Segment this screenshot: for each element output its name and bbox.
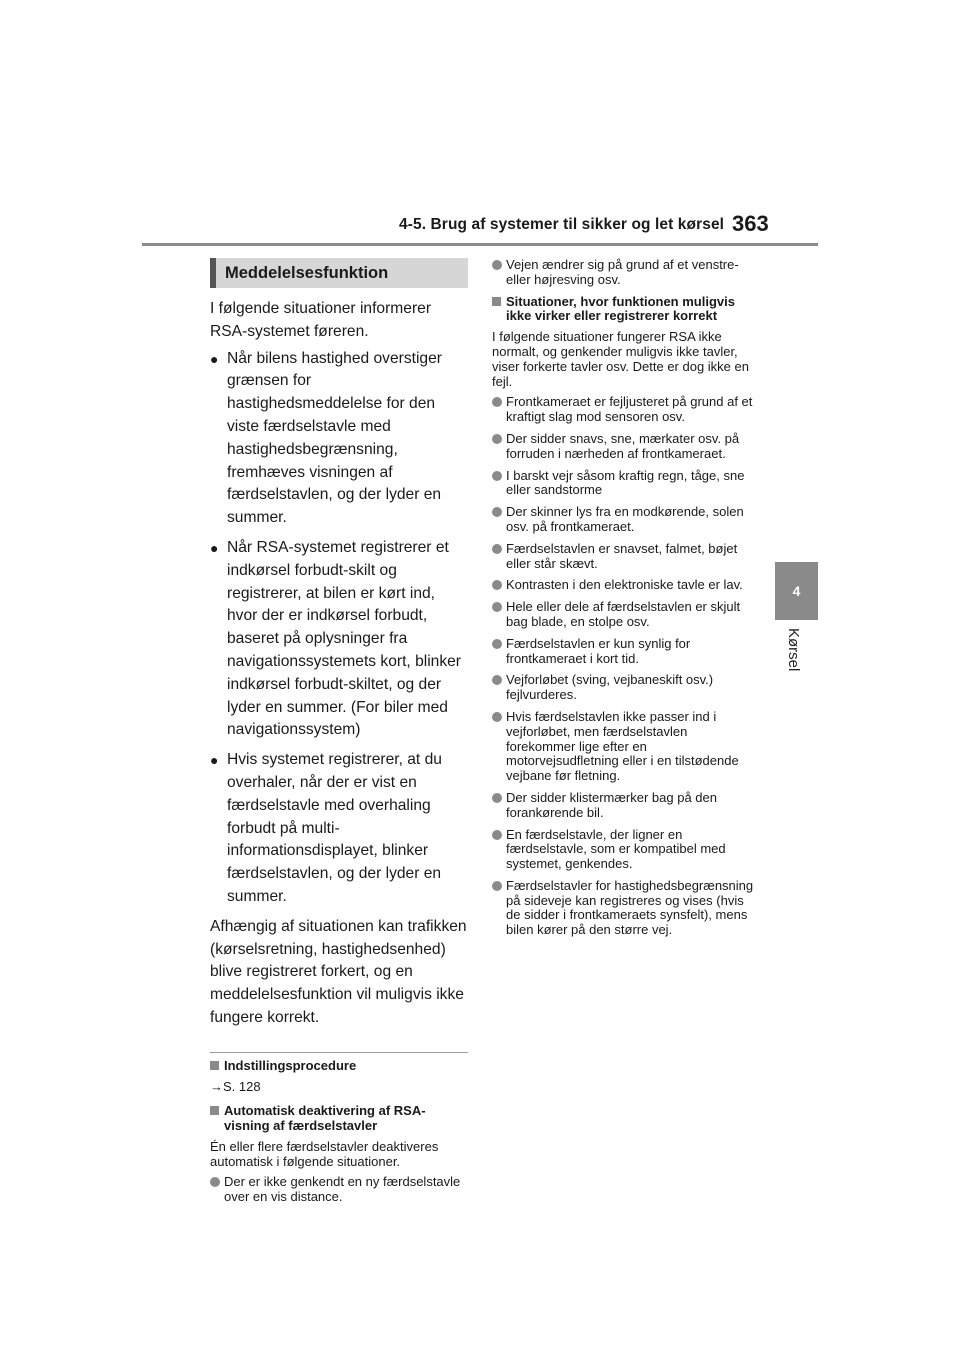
round-bullet-icon [492, 260, 502, 270]
list-item: Der er ikke genkendt en ny færdselstavle over en vis distance. [210, 1175, 468, 1205]
square-bullet-icon [492, 297, 501, 306]
chapter-tab [775, 562, 818, 620]
list-item: Færdselstavlen er snavset, falmet, bøjet eller står skævt. [492, 542, 754, 572]
square-bullet-icon [210, 1106, 219, 1115]
list-item: Hele eller dele af færdselstavlen er skjult bag blade, en stolpe osv. [492, 600, 754, 630]
round-bullet-icon [492, 675, 502, 685]
list-item: ● Når bilens hastighed overstiger grænsen for hastighedsmeddelelse for den viste færdselstavle med hastighedsbegrænsning, fremhæves visningen af færdselstavlen, og der lyder en summer. [210, 349, 442, 527]
list-item: Vejen ændrer sig på grund af et venstre- eller højresving osv. [492, 258, 754, 288]
round-bullet-icon [492, 712, 502, 722]
list-item: En færdselstavle, der ligner en færdselstavle, som er kompatibel med systemet, genkendes. [492, 828, 754, 872]
list-item: Frontkameraet er fejljusteret på grund af et kraftigt slag mod sensoren osv. [492, 395, 754, 425]
round-bullet-icon [492, 602, 502, 612]
list-item: Kontrasten i den elektroniske tavle er lav. [492, 578, 754, 593]
list-item: ● Når RSA-systemet registrerer et indkørsel forbudt-skilt og registrerer, at bilen er kørt ind, hvor der er indkørsel forbudt, baseret på oplysninger fra navigationssystemets kort, blinker indkørsel forbudt-skiltet, og der lyder en summer. (For biler med navigationssystem) [210, 538, 462, 739]
round-bullet-icon [492, 544, 502, 554]
round-bullet-icon [492, 793, 502, 803]
auto-deactivation-text: Én eller flere færdselstavler deaktiveres automatisk i følgende situationer. [210, 1138, 439, 1169]
subsection-divider [210, 1052, 468, 1053]
list-item: Der sidder snavs, sne, mærkater osv. på forruden i nærheden af frontkameraet. [492, 432, 754, 462]
round-bullet-icon [492, 639, 502, 649]
malfunction-heading: Situationer, hvor funktionen muligvis ikke virker eller registrerer korrekt [492, 295, 754, 325]
intro-paragraph: I følgende situationer informerer RSA-systemet føreren. [210, 300, 432, 340]
round-bullet-icon [492, 471, 502, 481]
list-item: Færdselstavlen er kun synlig for frontkameraet i kort tid. [492, 637, 754, 667]
list-item: Hvis færdselstavlen ikke passer ind i vejforløbet, men færdselstavlen forekommer lige efter en motorvejsudfletning eller i en tilstødende vejbane før fletning. [492, 710, 754, 784]
bullet-icon: ● [210, 752, 219, 769]
list-item: I barskt vejr såsom kraftig regn, tåge, sne eller sandstorme [492, 469, 754, 499]
page-number: 363 [732, 211, 769, 236]
closing-paragraph: Afhængig af situationen kan trafikken (kørselsretning, hastighedsenhed) blive registreret forkert, og en meddelelsesfunktion vil muligvis ikke fungere korrekt. [210, 917, 467, 1026]
chapter-label: Kørsel [785, 628, 802, 672]
chapter-number: 4 [792, 583, 801, 599]
list-item: ● Hvis systemet registrerer, at du overhaler, når der er vist en færdselstavle med overhaling forbudt på multi-informationsdisplayet, blinker færdselstavlen, og der lyder en summer. [210, 751, 442, 905]
bullet-icon: ● [210, 539, 219, 556]
section-header: 4-5. Brug af systemer til sikker og let kørsel [399, 216, 725, 233]
left-column [210, 258, 468, 1212]
round-bullet-icon [492, 397, 502, 407]
header-divider [142, 243, 818, 246]
list-item: Der sidder klistermærker bag på den forankørende bil. [492, 791, 754, 821]
section-heading-text: Meddelelsesfunktion [225, 263, 389, 282]
list-item: Vejforløbet (sving, vejbaneskift osv.) fejlvurderes. [492, 673, 754, 703]
section-heading [210, 258, 468, 288]
list-item: Der skinner lys fra en modkørende, solen osv. på frontkameraet. [492, 505, 754, 535]
round-bullet-icon [492, 507, 502, 517]
round-bullet-icon [492, 830, 502, 840]
malfunction-text: I følgende situationer fungerer RSA ikke normalt, og genkender muligvis ikke tavler, viser forkerte tavler osv. Dette er dog ikke en fejl. [492, 329, 749, 389]
round-bullet-icon [492, 580, 502, 590]
page-reference[interactable]: →S. 128 [210, 1078, 261, 1094]
list-item: Færdselstavler for hastighedsbegrænsning på sideveje kan registreres og vises (hvis de sidder i frontkameraets synsfelt), mens bilen kører på den større vej. [492, 879, 754, 938]
right-column [492, 258, 754, 945]
round-bullet-icon [492, 434, 502, 444]
arrow-icon: → [210, 1078, 223, 1094]
auto-deactivation-heading: Automatisk deaktivering af RSA-visning af færdselstavler [210, 1104, 468, 1134]
square-bullet-icon [210, 1061, 219, 1070]
round-bullet-icon [210, 1177, 220, 1187]
notification-list [210, 348, 468, 909]
round-bullet-icon [492, 881, 502, 891]
bullet-icon: ● [210, 350, 219, 367]
setting-heading: Indstillingsprocedure [210, 1059, 468, 1074]
